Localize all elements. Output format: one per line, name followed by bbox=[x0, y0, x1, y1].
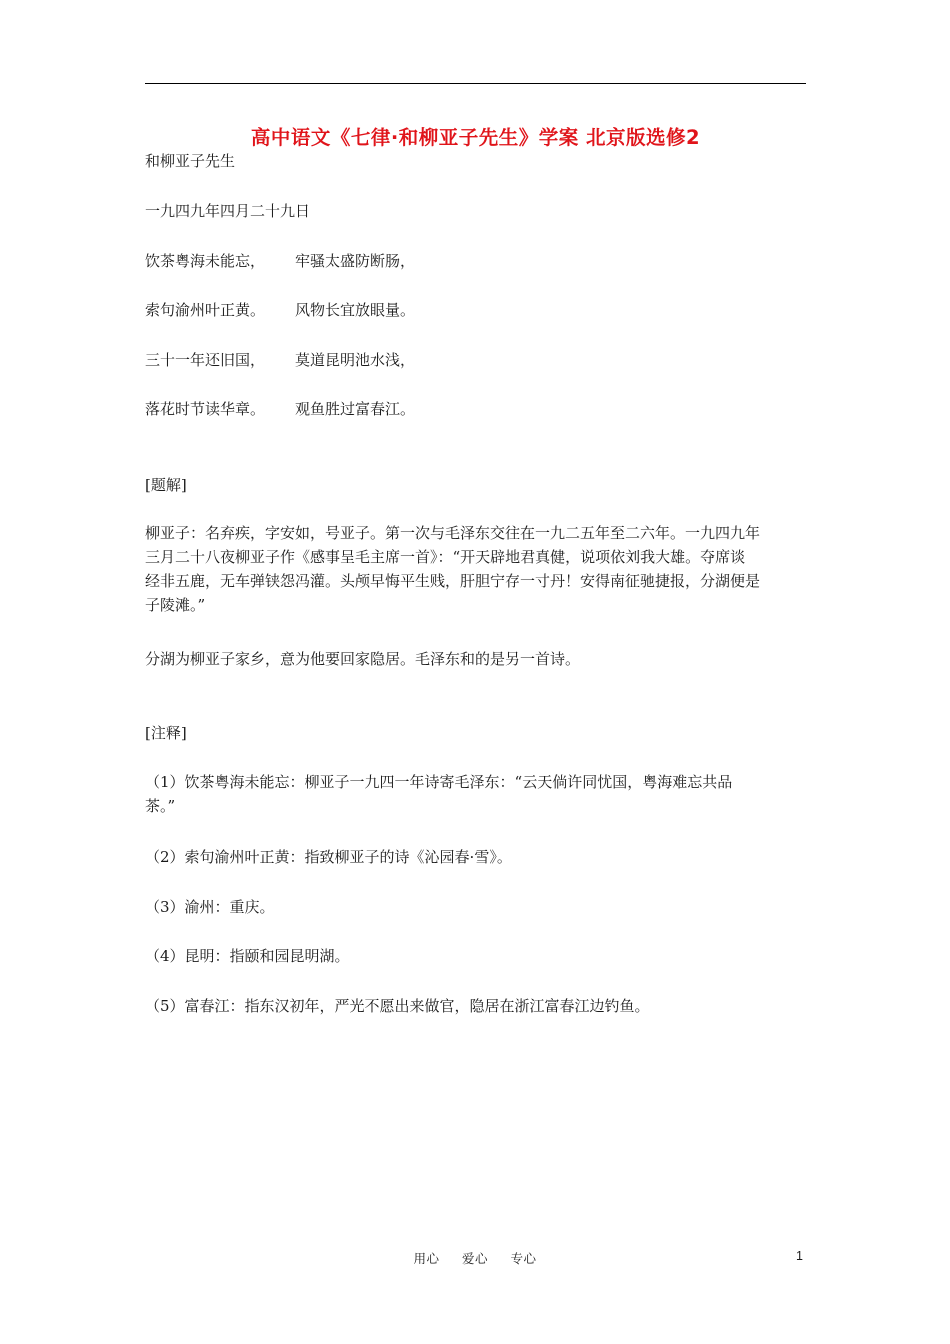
tijie-paragraph bbox=[145, 521, 807, 617]
paragraph-line: 经非五鹿，无车弹铗怨冯灌。头颅早悔平生贱，肝胆宁存一寸丹！安得南征驰捷报，分湖便是 bbox=[145, 572, 761, 590]
paragraph-line: 子陵滩。” bbox=[145, 596, 206, 614]
header-rule bbox=[145, 83, 806, 84]
poem-line-right: 风物长宜放眼量。 bbox=[295, 301, 416, 319]
section-heading-zhushi: [注释] bbox=[145, 724, 187, 742]
poem-line-right: 莫道昆明池水浅， bbox=[295, 351, 416, 369]
note-5: （5）富春江：指东汉初年，严光不愿出来做官，隐居在浙江富春江边钓鱼。 bbox=[145, 997, 650, 1015]
poem-line-left: 索句渝州叶正黄。 bbox=[145, 301, 266, 319]
paragraph-line: （1）饮茶粤海未能忘：柳亚子一九四一年诗寄毛泽东：“云天倘许同忧国，粤海难忘共品 bbox=[145, 773, 733, 791]
poem-line-left: 三十一年还旧国， bbox=[145, 351, 266, 369]
poem-subtitle: 和柳亚子先生 bbox=[145, 152, 236, 170]
poem-line-left: 落花时节读华章。 bbox=[145, 400, 266, 418]
poem-line-left: 饮茶粤海未能忘， bbox=[145, 252, 266, 270]
note-3: （3）渝州：重庆。 bbox=[145, 898, 275, 916]
tijie-paragraph-2: 分湖为柳亚子家乡，意为他要回家隐居。毛泽东和的是另一首诗。 bbox=[145, 650, 581, 668]
poem-line-right: 牢骚太盛防断肠， bbox=[295, 252, 416, 270]
note-2: （2）索句渝州叶正黄：指致柳亚子的诗《沁园春·雪》。 bbox=[145, 848, 512, 866]
poem-row bbox=[145, 299, 416, 321]
paragraph-line: 三月二十八夜柳亚子作《感事呈毛主席一首》：“开天辟地君真健，说项依刘我大雄。夺席谈 bbox=[145, 548, 746, 566]
paragraph-line: 茶。” bbox=[145, 797, 176, 815]
poem-row bbox=[145, 250, 416, 272]
note-4: （4）昆明：指颐和园昆明湖。 bbox=[145, 947, 350, 965]
poem-date: 一九四九年四月二十九日 bbox=[145, 202, 311, 220]
footer-word: 专心 bbox=[510, 1251, 537, 1266]
page-number: 1 bbox=[796, 1249, 803, 1263]
poem-line-right: 观鱼胜过富春江。 bbox=[295, 400, 416, 418]
section-heading-tijie: [题解] bbox=[145, 476, 187, 494]
paragraph-line: 柳亚子：名弃疾，字安如，号亚子。第一次与毛泽东交往在一九二五年至二六年。一九四九年 bbox=[145, 524, 761, 542]
poem-row bbox=[145, 398, 416, 420]
page-title: 高中语文《七律·和柳亚子先生》学案 北京版选修2 bbox=[250, 126, 701, 149]
note-1 bbox=[145, 770, 807, 818]
poem-row bbox=[145, 349, 416, 371]
footer-word: 爱心 bbox=[461, 1251, 488, 1266]
footer-motto bbox=[0, 1249, 950, 1267]
footer-word: 用心 bbox=[413, 1251, 440, 1266]
